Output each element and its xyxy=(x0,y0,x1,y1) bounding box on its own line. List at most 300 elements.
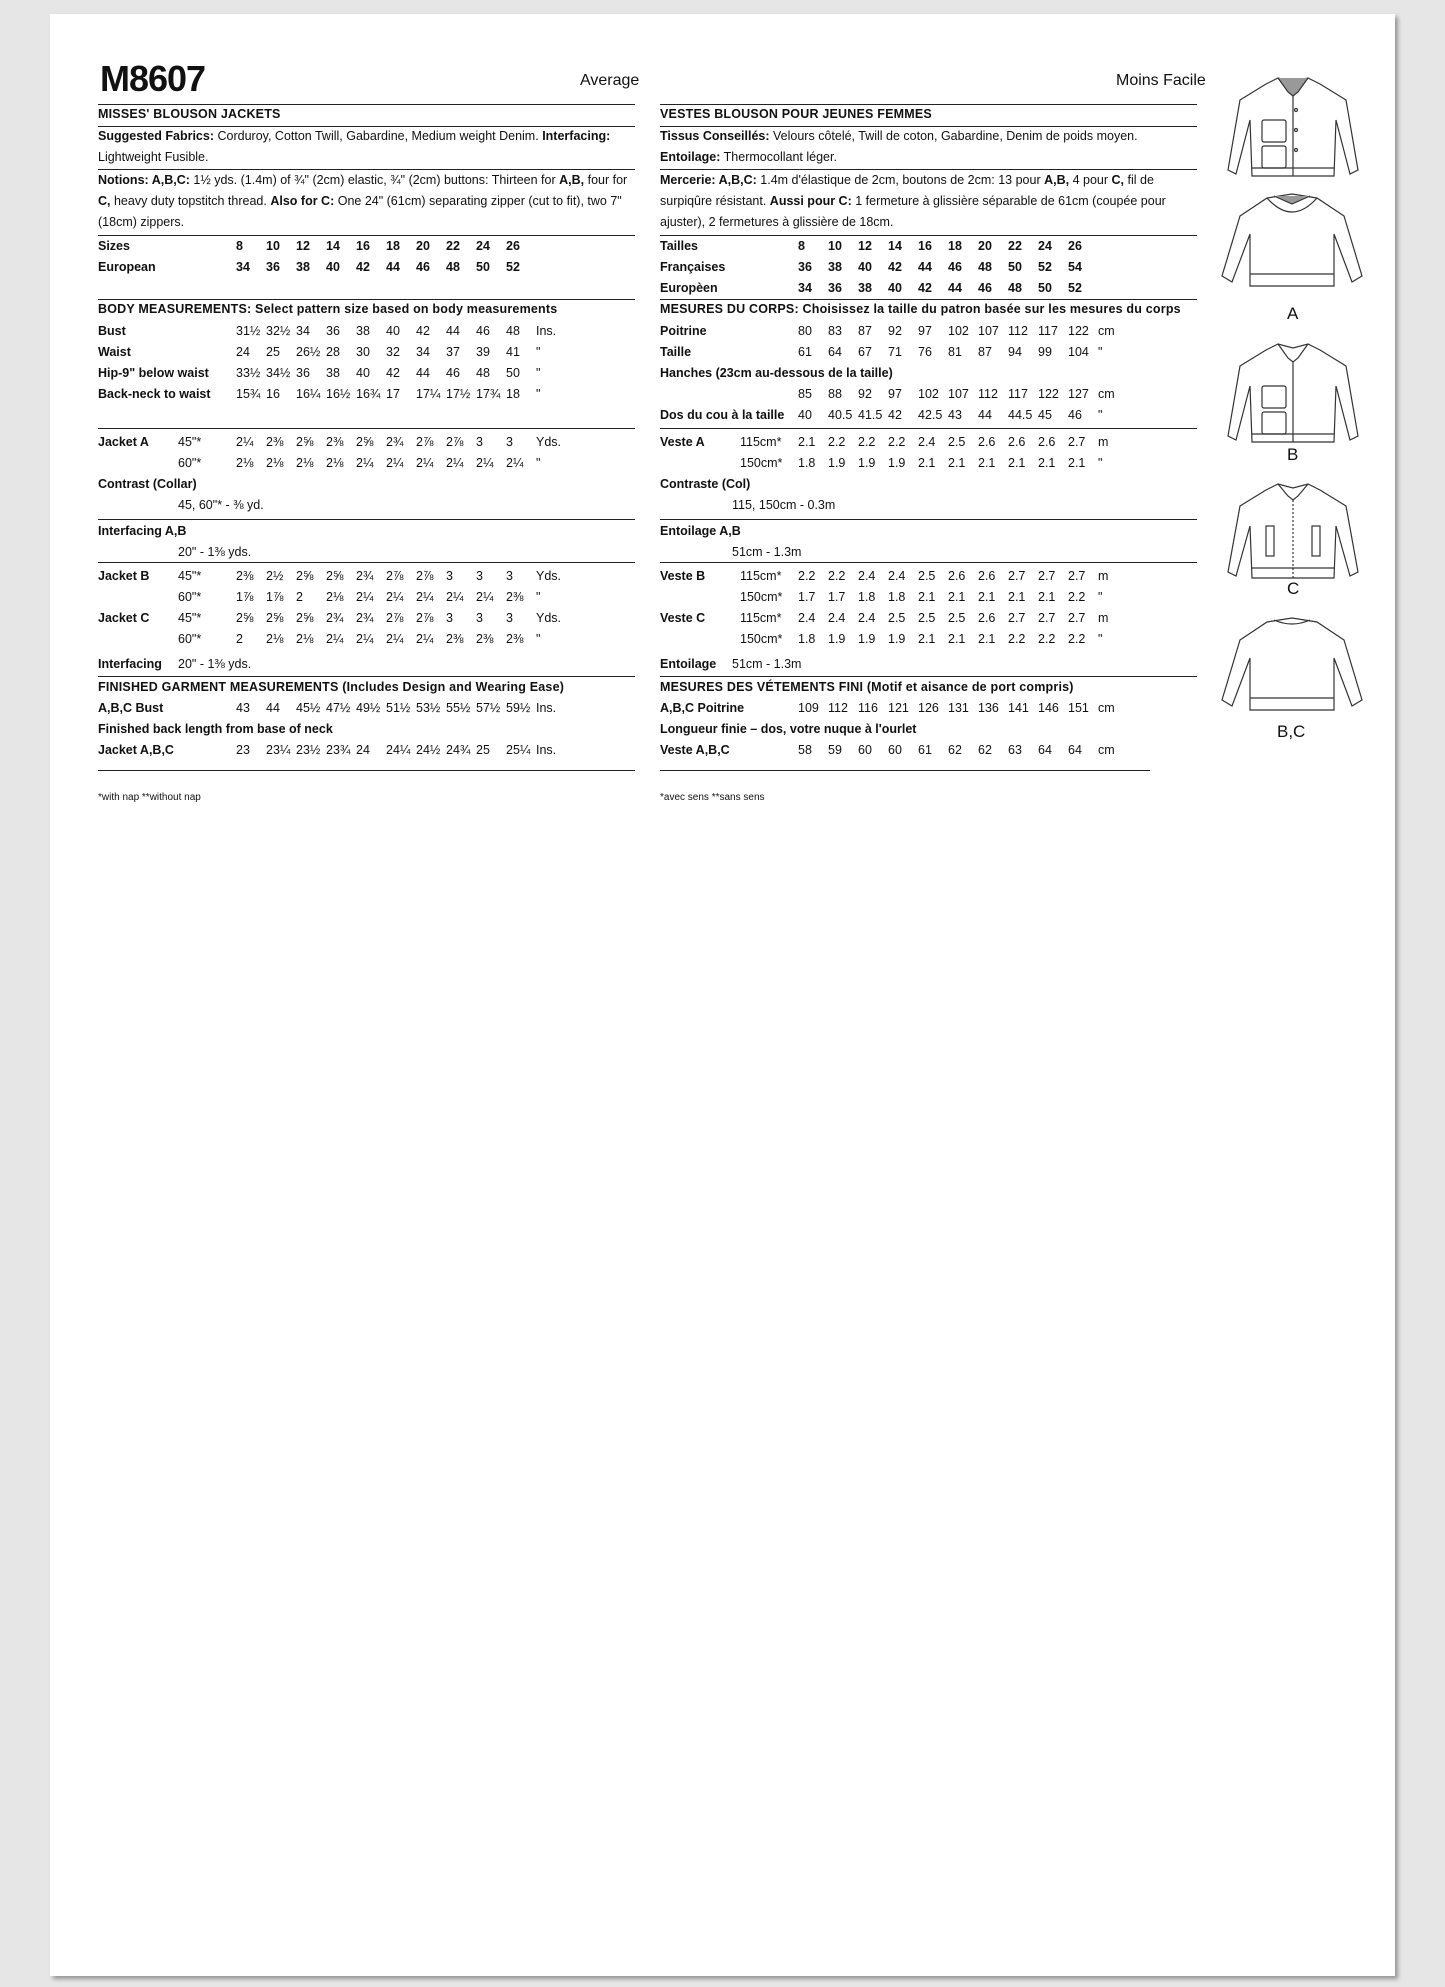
table-cell: Tailles xyxy=(660,239,698,253)
table-cell xyxy=(98,453,178,474)
table-cell: 44 xyxy=(978,408,992,422)
table-cell: 45 xyxy=(1038,408,1052,422)
title-en: MISSES' BLOUSON JACKETS xyxy=(98,107,281,121)
table-cell: 48 xyxy=(506,324,520,338)
table-cell: 1.9 xyxy=(858,456,876,470)
table-cell: 150cm* xyxy=(740,590,783,604)
table-cell: 146 xyxy=(1038,701,1059,715)
table-cell: 2⅜ xyxy=(506,632,524,646)
table-cell: European xyxy=(98,260,156,274)
table-cell: Françaises xyxy=(660,260,726,274)
table-row xyxy=(98,566,566,587)
table-cell: 2.6 xyxy=(1038,435,1056,449)
table-cell: Dos du cou à la taille xyxy=(660,408,785,422)
table-cell: 16¼ xyxy=(296,387,321,401)
table-cell: Bust xyxy=(98,324,126,338)
table-cell: Waist xyxy=(98,345,131,359)
table-cell: 2⅝ xyxy=(296,569,314,583)
table-cell: 40 xyxy=(888,281,902,295)
table-cell: 36 xyxy=(798,260,812,274)
table-cell: 42 xyxy=(386,366,400,380)
table-cell: 2¼ xyxy=(356,456,374,470)
table-cell: 1.8 xyxy=(858,590,876,604)
table-cell: 2¼ xyxy=(416,590,434,604)
table-cell: 107 xyxy=(978,324,999,338)
sizes-table-en xyxy=(98,236,536,278)
table-cell: 2.4 xyxy=(888,569,906,583)
table-cell: 151 xyxy=(1068,701,1089,715)
table-row xyxy=(98,321,566,342)
table-cell: Ins. xyxy=(536,743,557,757)
table-cell: 64 xyxy=(1068,743,1082,757)
table-cell: 2¾ xyxy=(326,611,344,625)
table-cell: 10 xyxy=(266,239,280,253)
body-measurements-title-en: BODY MEASUREMENTS: Select pattern size based on body measurements xyxy=(98,302,558,316)
table-cell: 2⅜ xyxy=(506,590,524,604)
table-cell: 88 xyxy=(828,387,842,401)
table-cell: 2.5 xyxy=(918,611,936,625)
table-cell: 24½ xyxy=(416,743,441,757)
table-row xyxy=(660,587,1128,608)
table-cell: 38 xyxy=(356,324,370,338)
jacket-bc-yardage-en xyxy=(98,566,566,650)
table-cell: 46 xyxy=(978,281,992,295)
table-cell: 150cm* xyxy=(740,632,783,646)
table-cell: 45"* xyxy=(178,611,202,625)
table-cell: 50 xyxy=(1008,260,1022,274)
table-cell: 16 xyxy=(356,239,370,253)
table-cell: 2.1 xyxy=(948,632,966,646)
table-cell: " xyxy=(536,456,541,470)
table-cell: cm xyxy=(1098,324,1115,338)
table-cell: 2.1 xyxy=(948,456,966,470)
table-cell: 22 xyxy=(446,239,460,253)
table-cell: " xyxy=(536,366,541,380)
table-cell: 44 xyxy=(918,260,932,274)
table-cell xyxy=(98,587,178,608)
table-cell: 2⅛ xyxy=(296,632,314,646)
table-cell: 2¼ xyxy=(446,590,464,604)
table-cell: Yds. xyxy=(536,611,562,625)
table-cell: 87 xyxy=(858,324,872,338)
table-row xyxy=(660,257,1098,278)
table-row xyxy=(660,432,1128,453)
table-cell: 1.8 xyxy=(798,456,816,470)
fabrics-fr: Tissus Conseillés: Velours côtelé, Twill de coton, Gabardine, Denim de poids moyen. Entoilage: Thermocollant léger. xyxy=(660,129,1138,164)
table-cell: 54 xyxy=(1068,260,1082,274)
table-cell: 127 xyxy=(1068,387,1089,401)
table-cell: 2⅜ xyxy=(266,435,284,449)
table-cell: m xyxy=(1098,569,1109,583)
table-cell: Sizes xyxy=(98,239,130,253)
table-cell: 48 xyxy=(1008,281,1022,295)
table-cell: 1⅞ xyxy=(266,590,284,604)
table-cell: 34 xyxy=(296,324,310,338)
difficulty-fr: Moins Facile xyxy=(1116,72,1206,89)
table-cell: 3 xyxy=(476,435,483,449)
table-cell: 32½ xyxy=(266,324,291,338)
notions-en: Notions: A,B,C: 1½ yds. (1.4m) of ¾" (2cm) elastic, ¾" (2cm) buttons: Thirteen for A,B, four for C, heavy duty topstitch thread. Also for C: One 24" (61cm) separating zipper (cut to fit), two 7" (18cm) zippers. xyxy=(98,173,628,229)
table-cell: 48 xyxy=(476,366,490,380)
table-cell: 62 xyxy=(978,743,992,757)
table-cell: 2.6 xyxy=(978,569,996,583)
table-cell: 37 xyxy=(446,345,460,359)
table-row xyxy=(98,257,536,278)
table-cell: Poitrine xyxy=(660,324,707,338)
table-cell: 2¾ xyxy=(386,435,404,449)
interfacing-ab-label-en: Interfacing A,B xyxy=(98,524,187,538)
footnote-en: *with nap **without nap xyxy=(98,792,201,803)
table-cell: 2⅛ xyxy=(266,456,284,470)
table-cell: 46 xyxy=(948,260,962,274)
table-cell: 43 xyxy=(236,701,250,715)
table-cell: 31½ xyxy=(236,324,261,338)
table-cell: 2⅝ xyxy=(296,435,314,449)
table-cell: 63 xyxy=(1008,743,1022,757)
table-cell: 23¾ xyxy=(326,743,351,757)
table-cell: 59½ xyxy=(506,701,531,715)
table-cell: Veste B xyxy=(660,569,706,583)
table-cell: 40 xyxy=(356,366,370,380)
table-cell: 24 xyxy=(476,239,490,253)
table-cell: 23¼ xyxy=(266,743,291,757)
table-cell: " xyxy=(1098,632,1103,646)
table-cell: 2.1 xyxy=(1038,456,1056,470)
table-cell: 80 xyxy=(798,324,812,338)
table-cell: 2.2 xyxy=(858,435,876,449)
table-cell: A,B,C Poitrine xyxy=(660,701,745,715)
table-cell: 2⅛ xyxy=(296,456,314,470)
table-cell: 52 xyxy=(1068,281,1082,295)
table-cell: 60"* xyxy=(178,632,202,646)
table-cell: 3 xyxy=(446,569,453,583)
table-cell: 2⅞ xyxy=(386,611,404,625)
table-cell: 122 xyxy=(1068,324,1089,338)
table-cell: 44 xyxy=(266,701,280,715)
table-cell: 46 xyxy=(1068,408,1082,422)
table-cell: 99 xyxy=(1038,345,1052,359)
table-cell: 25 xyxy=(476,743,490,757)
table-cell: 2.5 xyxy=(948,435,966,449)
table-cell: 92 xyxy=(888,324,902,338)
table-cell: 2.7 xyxy=(1008,569,1026,583)
table-cell: 30 xyxy=(356,345,370,359)
table-cell: 48 xyxy=(446,260,460,274)
table-cell: 36 xyxy=(326,324,340,338)
table-cell: 38 xyxy=(296,260,310,274)
table-cell: 2.5 xyxy=(948,611,966,625)
table-cell: 121 xyxy=(888,701,909,715)
table-cell: 40 xyxy=(858,260,872,274)
table-cell: 2.1 xyxy=(978,590,996,604)
table-cell: 44 xyxy=(948,281,962,295)
table-cell: 2¼ xyxy=(476,590,494,604)
table-cell: 2.2 xyxy=(1068,590,1086,604)
table-cell: 2⅛ xyxy=(236,456,254,470)
table-cell: 2⅝ xyxy=(356,435,374,449)
table-row xyxy=(98,342,566,363)
table-cell: 16 xyxy=(918,239,932,253)
table-cell: 44.5 xyxy=(1008,408,1033,422)
table-cell: 2⅝ xyxy=(266,611,284,625)
difficulty-en: Average xyxy=(580,72,640,89)
table-cell: 42 xyxy=(416,324,430,338)
table-cell: 2⅝ xyxy=(236,611,254,625)
table-cell: 2.1 xyxy=(1008,456,1026,470)
table-cell: 104 xyxy=(1068,345,1089,359)
table-cell: 2.6 xyxy=(978,611,996,625)
table-cell: Jacket A,B,C xyxy=(98,743,174,757)
pattern-envelope-back xyxy=(50,14,1395,1976)
table-cell: Yds. xyxy=(536,569,562,583)
table-cell: 42 xyxy=(356,260,370,274)
jacket-c-front-illustration xyxy=(1218,476,1368,586)
table-cell: 112 xyxy=(1008,324,1028,338)
table-cell: 41 xyxy=(506,345,520,359)
table-cell: 40.5 xyxy=(828,408,853,422)
table-cell: 2¼ xyxy=(356,590,374,604)
finished-bust-en xyxy=(98,698,566,719)
table-cell: 61 xyxy=(798,345,812,359)
fabrics-en: Suggested Fabrics: Corduroy, Cotton Twill, Gabardine, Medium weight Denim. Interfacing: Lightweight Fusible. xyxy=(98,129,611,164)
table-cell: 23½ xyxy=(296,743,321,757)
table-cell: 10 xyxy=(828,239,842,253)
table-cell: 64 xyxy=(828,345,842,359)
table-cell: 2⅜ xyxy=(476,632,494,646)
table-cell: Ins. xyxy=(536,701,557,715)
table-cell: 2.7 xyxy=(1068,435,1086,449)
table-cell: 22 xyxy=(1008,239,1022,253)
table-cell: 26 xyxy=(506,239,520,253)
table-cell: 2.4 xyxy=(918,435,936,449)
table-cell: 97 xyxy=(888,387,902,401)
table-cell: 59 xyxy=(828,743,842,757)
table-cell: 16 xyxy=(266,387,280,401)
interfacing-ab-label-fr: Entoilage A,B xyxy=(660,524,741,538)
hanches-label-fr: Hanches (23cm au-dessous de la taille) xyxy=(660,366,893,380)
table-row xyxy=(660,698,1128,719)
table-cell: 2¼ xyxy=(386,590,404,604)
table-cell: 2.4 xyxy=(858,611,876,625)
table-cell: 33½ xyxy=(236,366,261,380)
table-cell: 136 xyxy=(978,701,999,715)
table-cell: 50 xyxy=(506,366,520,380)
table-cell: 1.8 xyxy=(888,590,906,604)
table-cell: Ins. xyxy=(536,324,557,338)
table-cell: 2.1 xyxy=(918,632,936,646)
table-cell: 42 xyxy=(888,408,902,422)
table-cell: 34 xyxy=(236,260,250,274)
table-cell: 2⅜ xyxy=(326,435,344,449)
table-cell: Europèen xyxy=(660,281,718,295)
table-cell: 2⅛ xyxy=(326,456,344,470)
table-cell: 2.2 xyxy=(1068,632,1086,646)
table-cell: A,B,C Bust xyxy=(98,701,164,715)
table-cell xyxy=(660,453,740,474)
table-cell: " xyxy=(1098,590,1103,604)
table-cell: " xyxy=(536,632,541,646)
table-cell xyxy=(98,629,178,650)
table-cell: 45"* xyxy=(178,569,202,583)
body-measurements-table-fr xyxy=(660,321,1128,363)
table-cell: 39 xyxy=(476,345,490,359)
table-cell: 2.7 xyxy=(1008,611,1026,625)
table-cell: 42.5 xyxy=(918,408,943,422)
table-row xyxy=(660,629,1128,650)
table-cell: 42 xyxy=(888,260,902,274)
table-cell: 2¾ xyxy=(356,611,374,625)
table-cell: 58 xyxy=(798,743,812,757)
interfacing-c-label-fr: Entoilage xyxy=(660,657,717,671)
table-cell: 115cm* xyxy=(740,611,782,625)
contrast-value-en: 45, 60"* - ⅜ yd. xyxy=(178,498,264,512)
table-cell: 1.9 xyxy=(858,632,876,646)
table-cell: 112 xyxy=(828,701,848,715)
table-cell: 18 xyxy=(948,239,962,253)
table-cell: 2¼ xyxy=(416,632,434,646)
table-cell: 38 xyxy=(326,366,340,380)
table-cell: Taille xyxy=(660,345,692,359)
table-cell: 2.1 xyxy=(918,456,936,470)
table-cell: cm xyxy=(1098,387,1115,401)
table-cell: 115cm* xyxy=(740,569,782,583)
table-cell: 3 xyxy=(506,611,513,625)
table-cell: 2⅛ xyxy=(266,632,284,646)
table-cell: 2.1 xyxy=(948,590,966,604)
table-cell: 28 xyxy=(326,345,340,359)
table-row xyxy=(98,587,566,608)
finished-back-fr xyxy=(660,740,1128,761)
table-cell: 42 xyxy=(918,281,932,295)
table-cell: 2⅞ xyxy=(416,611,434,625)
table-cell: 2 xyxy=(296,590,303,604)
table-cell: 102 xyxy=(918,387,939,401)
contrast-value-fr: 115, 150cm - 0.3m xyxy=(732,498,836,512)
table-row xyxy=(660,342,1128,363)
interfacing-ab-value-fr: 51cm - 1.3m xyxy=(732,545,802,559)
table-cell: 2⅞ xyxy=(416,569,434,583)
table-cell: 60"* xyxy=(178,456,202,470)
table-cell: 2.1 xyxy=(978,632,996,646)
table-cell: 25¼ xyxy=(506,743,531,757)
table-cell: 16¾ xyxy=(356,387,381,401)
table-cell: 16½ xyxy=(326,387,351,401)
table-cell: 2¼ xyxy=(326,632,344,646)
table-cell: 44 xyxy=(446,324,460,338)
table-cell: 81 xyxy=(948,345,962,359)
table-cell: 107 xyxy=(948,387,969,401)
interfacing-c-value-fr: 51cm - 1.3m xyxy=(732,657,802,671)
table-cell: 24¾ xyxy=(446,743,471,757)
view-b-label: B xyxy=(1287,445,1299,464)
table-cell: " xyxy=(536,345,541,359)
table-cell: Yds. xyxy=(536,435,562,449)
table-cell: 23 xyxy=(236,743,250,757)
table-cell: 32 xyxy=(386,345,400,359)
table-cell: 2.4 xyxy=(798,611,816,625)
table-cell: 2.1 xyxy=(1038,590,1056,604)
table-cell: 45½ xyxy=(296,701,321,715)
table-cell: 2.2 xyxy=(828,435,846,449)
table-cell: 25 xyxy=(266,345,280,359)
table-row xyxy=(98,236,536,257)
table-cell: 36 xyxy=(266,260,280,274)
table-row xyxy=(98,453,566,474)
table-cell: Jacket C xyxy=(98,611,150,625)
table-cell: 2.5 xyxy=(888,611,906,625)
table-cell: 87 xyxy=(978,345,992,359)
table-row xyxy=(660,566,1128,587)
table-cell: 2⅜ xyxy=(236,569,254,583)
table-cell: 38 xyxy=(828,260,842,274)
table-cell: 44 xyxy=(386,260,400,274)
pattern-number: M8607 xyxy=(100,58,206,99)
table-cell: 55½ xyxy=(446,701,471,715)
veste-bc-yardage-fr xyxy=(660,566,1128,650)
table-cell: 1⅞ xyxy=(236,590,254,604)
view-c-label: C xyxy=(1287,579,1300,598)
table-row xyxy=(98,608,566,629)
title-fr: VESTES BLOUSON POUR JEUNES FEMMES xyxy=(660,107,932,121)
table-cell: 20 xyxy=(978,239,992,253)
veste-a-yardage-fr xyxy=(660,432,1128,474)
table-cell: 2.6 xyxy=(978,435,996,449)
table-cell: 46 xyxy=(476,324,490,338)
table-cell: 2.1 xyxy=(1008,590,1026,604)
table-cell: 76 xyxy=(918,345,932,359)
table-cell: 18 xyxy=(506,387,520,401)
table-cell: 46 xyxy=(446,366,460,380)
table-cell: 3 xyxy=(446,611,453,625)
table-cell: 85 xyxy=(798,387,812,401)
table-cell: 2 xyxy=(236,632,243,646)
table-cell: m xyxy=(1098,611,1109,625)
table-row xyxy=(660,321,1128,342)
finished-bust-fr xyxy=(660,698,1128,719)
table-cell: 50 xyxy=(1038,281,1052,295)
finished-back-label-en: Finished back length from base of neck xyxy=(98,722,333,736)
table-row xyxy=(660,278,1098,299)
table-cell: 117 xyxy=(1038,324,1058,338)
table-cell: 2⅛ xyxy=(326,590,344,604)
table-cell: 24¼ xyxy=(386,743,411,757)
interfacing-c-value-en: 20" - 1⅜ yds. xyxy=(178,657,252,671)
table-cell: 24 xyxy=(236,345,250,359)
table-cell: 2.7 xyxy=(1038,611,1056,625)
table-row xyxy=(660,740,1128,761)
table-cell: 2¼ xyxy=(356,632,374,646)
table-cell: 46 xyxy=(416,260,430,274)
table-cell: 17½ xyxy=(446,387,471,401)
table-cell: 24 xyxy=(356,743,370,757)
table-cell: Hip-9" below waist xyxy=(98,366,209,380)
table-cell: 83 xyxy=(828,324,842,338)
table-cell: 36 xyxy=(828,281,842,295)
table-cell: 2.7 xyxy=(1038,569,1056,583)
table-cell: 2.1 xyxy=(1068,456,1086,470)
table-row xyxy=(98,698,566,719)
table-cell: 2.7 xyxy=(1068,569,1086,583)
table-cell: 1.8 xyxy=(798,632,816,646)
interfacing-c-label-en: Interfacing xyxy=(98,657,162,671)
table-row xyxy=(98,363,566,384)
table-cell: 34 xyxy=(416,345,430,359)
table-cell: 2⅜ xyxy=(446,632,464,646)
table-cell: 102 xyxy=(948,324,969,338)
table-cell: 47½ xyxy=(326,701,351,715)
view-bc-label: B,C xyxy=(1277,722,1306,741)
table-cell: 2.1 xyxy=(918,590,936,604)
